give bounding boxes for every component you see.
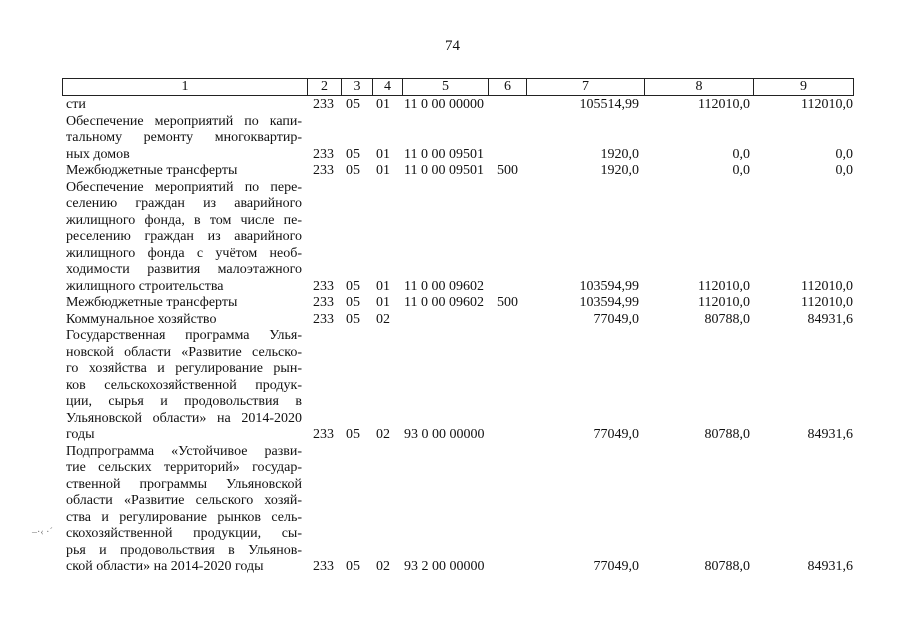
row-5-c9: 112010,0	[801, 295, 853, 310]
header-col-6: 6	[489, 79, 527, 95]
row-3-c7: 1920,0	[600, 163, 639, 178]
row-1-c7: 105514,99	[579, 97, 639, 112]
row-4-c2: 233	[313, 278, 334, 294]
row-5-c7: 103594,99	[579, 295, 639, 310]
row-1-c9: 112010,0	[801, 97, 853, 112]
row-8-line-1: Подпрограмма «Устойчивое разви-	[66, 443, 302, 459]
header-col-8: 8	[645, 79, 754, 95]
row-3-c2: 233	[313, 163, 334, 178]
row-5-line-1: Межбюджетные трансферты	[66, 295, 238, 310]
header-col-2: 2	[308, 79, 342, 95]
row-8-c3: 05	[346, 559, 360, 574]
row-5-c3: 05	[346, 295, 360, 310]
header-col-7: 7	[527, 79, 645, 95]
row-2-name	[66, 114, 302, 164]
header-col-5: 5	[403, 79, 489, 95]
row-8-line-3: ственной программы Ульяновской	[66, 476, 302, 492]
row-6-c8: 80788,0	[704, 311, 750, 327]
row-4-line-5: жилищного фонда с учётом необ-	[66, 245, 302, 261]
row-7-c3: 05	[346, 427, 360, 442]
row-6-line-1: Коммунальное хозяйство	[66, 311, 217, 327]
row-2-c4: 01	[376, 146, 390, 162]
row-6-c2: 233	[313, 311, 334, 327]
row-7-c8: 80788,0	[704, 427, 750, 442]
row-2-line-3: ных домов	[66, 146, 130, 162]
row-5-name	[66, 295, 302, 312]
row-7-line-6: Ульяновской области» на 2014-2020	[66, 410, 302, 426]
row-8-c7: 77049,0	[593, 559, 639, 574]
row-5-c2: 233	[313, 295, 334, 310]
row-2-line-1: Обеспечение мероприятий по капи-	[66, 113, 302, 129]
row-8-c2: 233	[313, 559, 334, 574]
row-8-name	[66, 444, 302, 576]
row-3-c6: 500	[497, 163, 518, 178]
row-3-c8: 0,0	[732, 163, 750, 178]
row-2-c9: 0,0	[835, 146, 853, 162]
row-3-line-1: Межбюджетные трансферты	[66, 163, 238, 178]
row-3-name	[66, 163, 302, 180]
row-6-c9: 84931,6	[807, 311, 853, 327]
row-8-line-2: тие сельских территорий» государ-	[66, 460, 302, 475]
row-3-c4: 01	[376, 163, 390, 178]
row-4-line-6: ходимости развития малоэтажного	[66, 262, 302, 277]
row-3-c9: 0,0	[835, 163, 853, 178]
row-4-c5: 11 0 00 09602	[404, 278, 484, 294]
row-2-c5: 11 0 00 09501	[404, 146, 484, 162]
row-1-c3: 05	[346, 97, 360, 112]
row-8-c4: 02	[376, 559, 390, 574]
row-8-line-6: скохозяйственной продукции, сы-	[66, 526, 302, 541]
page-number: 74	[445, 38, 460, 54]
row-4-line-1: Обеспечение мероприятий по пере-	[66, 179, 302, 195]
header-col-1: 1	[63, 79, 308, 95]
row-1-line-1: сти	[66, 97, 86, 112]
row-4-c8: 112010,0	[698, 278, 750, 294]
scan-mark: –·‹ ·ˊ	[32, 527, 53, 538]
row-4-c4: 01	[376, 278, 390, 294]
row-8-c8: 80788,0	[704, 559, 750, 574]
row-5-c8: 112010,0	[698, 295, 750, 310]
row-7-line-7: годы	[66, 427, 95, 442]
row-2-c8: 0,0	[732, 146, 750, 162]
row-1-c2: 233	[313, 97, 334, 112]
header-col-9: 9	[800, 79, 807, 94]
row-7-line-2: новской области «Развитие сельско-	[66, 344, 302, 360]
row-5-c4: 01	[376, 295, 390, 310]
row-6-c3: 05	[346, 311, 360, 327]
row-8-c9: 84931,6	[807, 559, 853, 574]
row-4-line-3: жилищного фонда, в том числе пе-	[66, 212, 302, 228]
row-4-line-7: жилищного строительства	[66, 278, 224, 294]
row-4-c3: 05	[346, 278, 360, 294]
row-7-line-1: Государственная программа Улья-	[66, 328, 302, 343]
row-5-c5: 11 0 00 09602	[404, 295, 484, 310]
row-7-name	[66, 328, 302, 444]
row-7-c5: 93 0 00 00000	[404, 427, 485, 442]
row-3-c5: 11 0 00 09501	[404, 163, 484, 178]
row-7-c7: 77049,0	[593, 427, 639, 442]
row-4-c7: 103594,99	[579, 278, 639, 294]
row-7-c2: 233	[313, 427, 334, 442]
row-4-line-4: реселению граждан из аварийного	[66, 229, 302, 244]
row-8-line-5: ства и регулирование рынков сель-	[66, 509, 302, 525]
row-4-c9: 112010,0	[801, 278, 853, 294]
row-4-name	[66, 180, 302, 296]
row-1-c8: 112010,0	[698, 97, 750, 112]
row-7-line-5: ции, сырья и продовольствия в	[66, 394, 302, 409]
row-1-name	[66, 97, 302, 114]
row-6-c7: 77049,0	[593, 311, 639, 327]
row-2-c7: 1920,0	[600, 146, 639, 162]
row-1-c5: 11 0 00 00000	[404, 97, 484, 112]
row-7-line-3: го хозяйства и регулирование рын-	[66, 361, 302, 376]
row-8-line-7: рья и продовольствия в Ульянов-	[66, 542, 302, 558]
row-8-c5: 93 2 00 00000	[404, 559, 485, 574]
header-col-4: 4	[373, 79, 403, 95]
row-8-line-8: ской области» на 2014-2020 годы	[66, 559, 264, 574]
row-7-c4: 02	[376, 427, 390, 442]
row-5-c6: 500	[497, 295, 518, 310]
row-2-line-2: тальному ремонту многоквартир-	[66, 130, 302, 145]
row-8-line-4: области «Развитие сельского хозяй-	[66, 493, 302, 508]
row-3-c3: 05	[346, 163, 360, 178]
row-6-c4: 02	[376, 311, 390, 327]
row-6-name	[66, 312, 302, 329]
row-2-c3: 05	[346, 146, 360, 162]
row-2-c2: 233	[313, 146, 334, 162]
row-7-line-4: ков сельскохозяйственной продук-	[66, 377, 302, 393]
header-col-3: 3	[342, 79, 373, 95]
row-7-c9: 84931,6	[807, 427, 853, 442]
row-1-c4: 01	[376, 97, 390, 112]
row-4-line-2: селению граждан из аварийного	[66, 196, 302, 211]
